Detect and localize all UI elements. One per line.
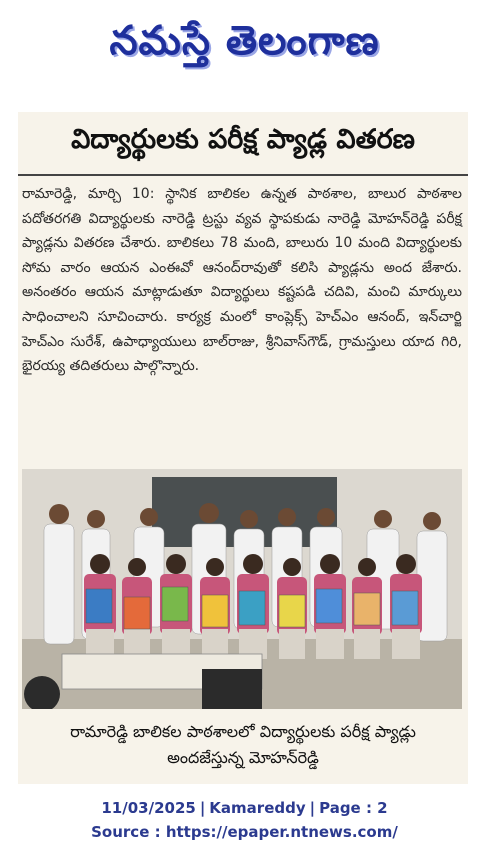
caption-line-1: రామారెడ్డి బాలికల పాఠశాలలో విద్యార్థులకు పరీక్ష ప్యాడ్లు [70,722,416,741]
footer-source: Source : https://epaper.ntnews.com/ [91,823,398,841]
masthead [0,0,489,92]
footer [0,796,489,844]
caption-line-2: అందజేస్తున్న మోహన్‌రెడ్డి [167,748,319,767]
news-clipping [18,112,468,784]
article-photo [22,469,462,709]
footer-date: 11/03/2025 [101,799,196,817]
photo-caption [18,715,468,775]
photo-illustration [22,469,462,709]
masthead-title: నమస్తే తెలంగాణ [109,18,380,64]
footer-meta: 11/03/2025 | Kamareddy | Page : 2 [101,799,388,817]
footer-edition: Kamareddy [209,799,306,817]
article-headline: విద్యార్థులకు పరీక్ష ప్యాడ్ల వితరణ [18,112,468,176]
article-body: రామారెడ్డి, మార్చి 10: స్థానిక బాలికల ఉన్నత పాఠశాల, బాలుర పాఠశాల పదోతరగతి విద్యార్థులకు నారెడ్డి ట్రస్టు వ్యవ స్థాపకుడు నారెడ్డి మోహన్‌రెడ్డి పరీక్ష ప్యాడ్లను వితరణ చేశారు. బాలికలు 78 మంది, బాలురు 10 మంది విద్యార్థులకు సోమ వారం ఆయన ఎంఈవో ఆనంద్‌రావుతో కలిసి ప్యాడ్లను అంద జేశారు. అనంతరం ఆయన మాట్లాడుతూ విద్యార్థులు కష్టపడి చదివి, మంచి మార్కులు సాధించాలని సూచించారు. కార్యక్ర మంలో కాంప్లెక్స్ హెచ్‌ఎం ఆనంద్, ఇన్‌చార్జి హెచ్‌ఎం సురేశ్, ఉపాధ్యాయులు బాల్‌రాజు, శ్రీనివాస్‌గౌడ్, గ్రామస్తులు యాద గిరి, భైరయ్య తదితరులు పాల్గొన్నారు. [22,186,462,375]
footer-page: Page : 2 [319,799,388,817]
